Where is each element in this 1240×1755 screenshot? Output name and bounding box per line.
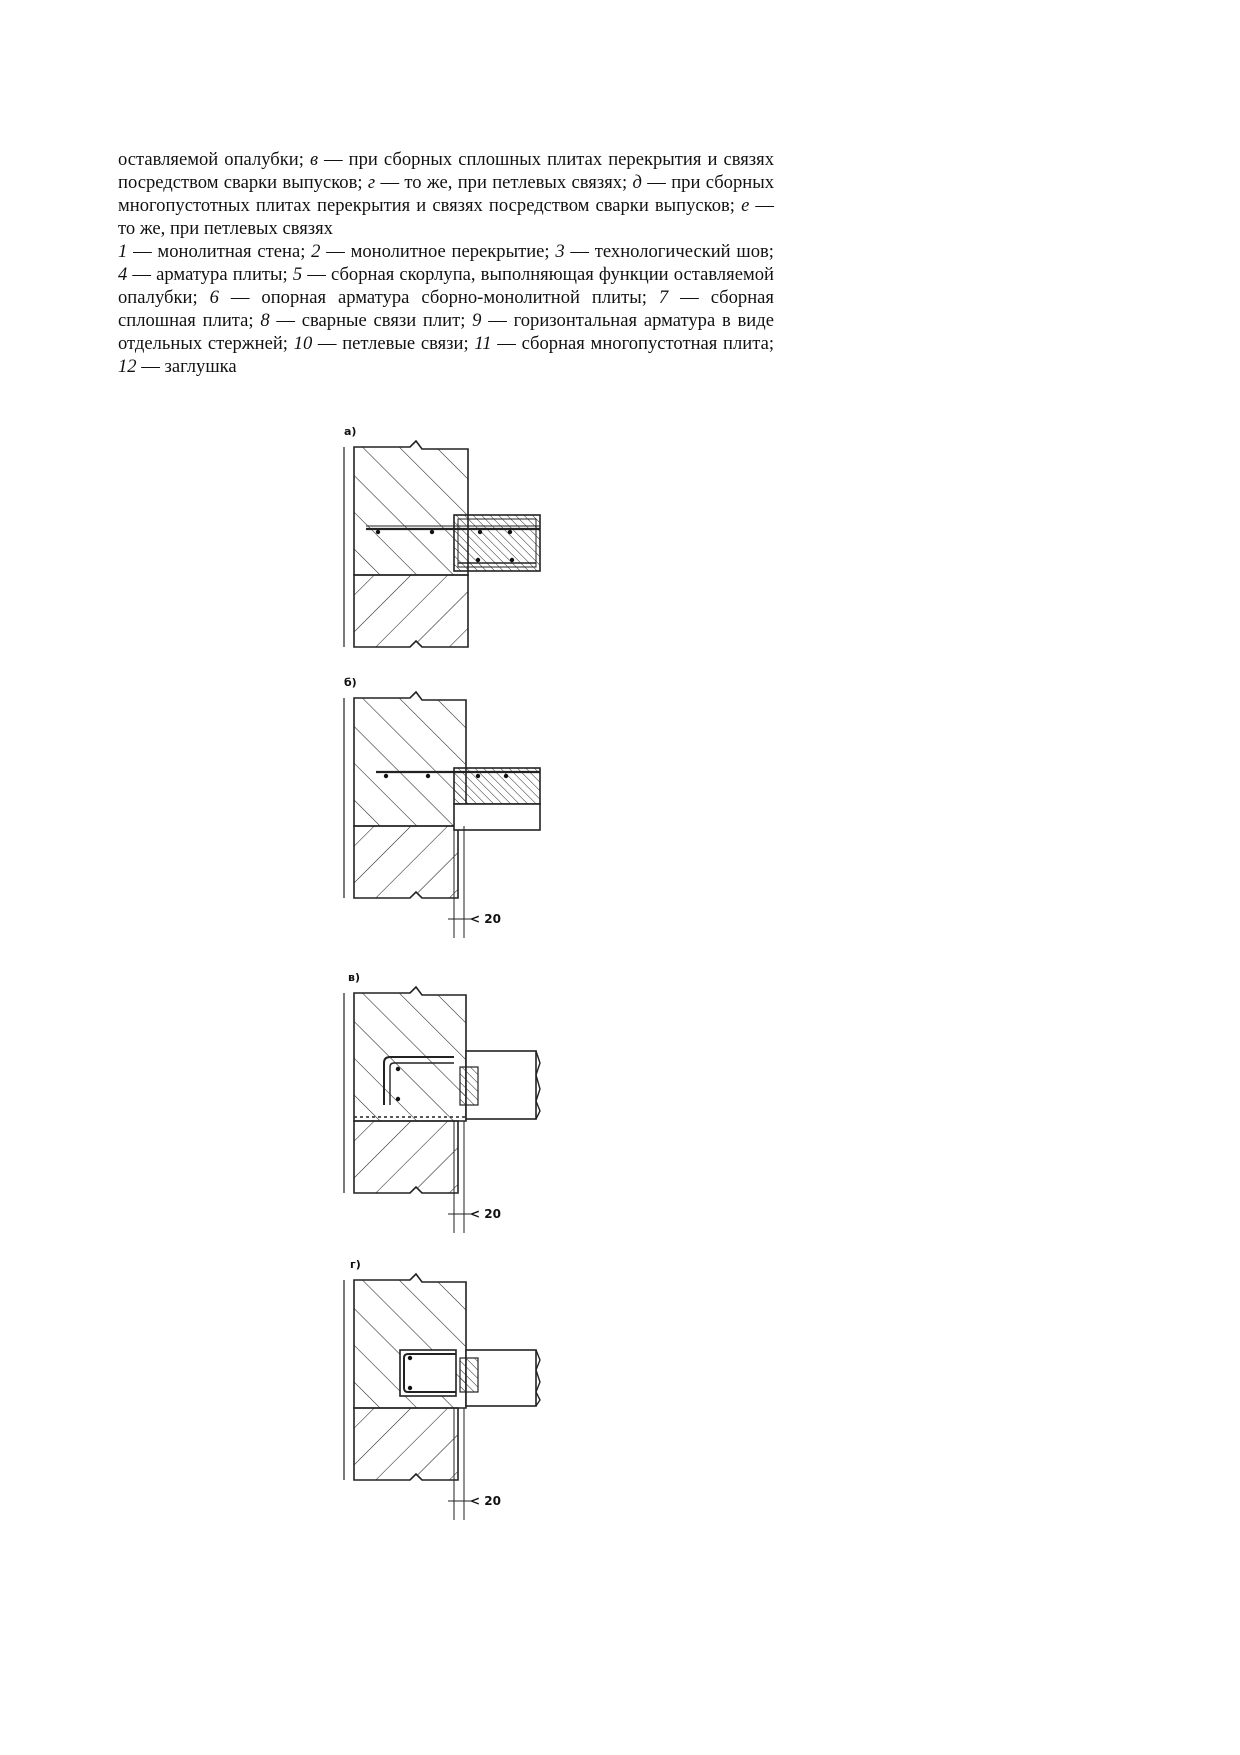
rebar-dot	[376, 530, 380, 534]
caption-legend	[118, 240, 774, 378]
legend-text: — сварные связи плит;	[269, 310, 473, 331]
monolithic-wall-upper	[354, 692, 466, 826]
legend-text: — сборная сплошная плита;	[118, 287, 774, 331]
legend-number: 10	[293, 333, 313, 354]
legend-text: — арматура плиты;	[127, 264, 293, 285]
rebar-dot	[510, 558, 514, 562]
plug-element	[460, 1067, 478, 1105]
rebar-dot	[396, 1097, 400, 1101]
caption-text: — при сборных сплошных плитах перекрытия и связях посредством сварки выпусков;	[118, 149, 774, 193]
legend-number: 11	[474, 333, 492, 354]
rebar-dot	[508, 530, 512, 534]
caption-paragraph-1	[118, 148, 774, 240]
figure-b-label: б)	[344, 676, 357, 689]
rebar-dot	[476, 774, 480, 778]
caption-variant-g: г	[367, 172, 376, 193]
monolithic-wall-lower	[354, 575, 468, 647]
legend-text: — монолитное перекрытие;	[320, 241, 556, 262]
rebar-dot	[476, 558, 480, 562]
legend-number: 7	[658, 287, 669, 308]
rebar-dot	[430, 530, 434, 534]
rebar-dot	[478, 530, 482, 534]
legend-number: 2	[311, 241, 321, 262]
legend-text: — монолитная стена;	[127, 241, 312, 262]
rebar-dot	[426, 774, 430, 778]
legend-number: 3	[555, 241, 565, 262]
solid-precast-slab	[454, 768, 540, 830]
dimension-label: < 20	[470, 1494, 501, 1508]
rebar-dot	[504, 774, 508, 778]
monolithic-wall-lower	[354, 826, 458, 898]
legend-text: — петлевые связи;	[312, 333, 475, 354]
figure-g-diagram	[340, 1258, 570, 1528]
caption-variant-d: д	[632, 172, 642, 193]
legend-number: 8	[260, 310, 270, 331]
legend-text: — технологический шов;	[564, 241, 774, 262]
legend-text: — заглушка	[136, 356, 237, 377]
caption-variant-v: в	[309, 149, 319, 170]
legend-text: — сборная скорлупа, выполняющая функции оставляемой опалубки;	[118, 264, 774, 308]
figure-v-diagram	[340, 971, 570, 1241]
rebar-dot	[396, 1067, 400, 1071]
legend-number: 4	[118, 264, 128, 285]
caption-text: — то же, при петлевых связях;	[375, 172, 633, 193]
caption-variant-e: е	[741, 195, 750, 216]
rebar-dot	[408, 1386, 412, 1390]
legend-number: 6	[209, 287, 219, 308]
caption-text: оставляемой опалубки;	[118, 149, 310, 170]
caption-text: — при сборных многопустотных плитах перекрытия и связях посредством сварки выпусков;	[118, 172, 774, 216]
monolithic-wall-upper	[354, 441, 468, 575]
monolithic-wall-lower	[354, 1408, 458, 1480]
figure-a-label: а)	[344, 425, 357, 438]
dimension-label: < 20	[470, 912, 501, 926]
rebar-dot	[408, 1356, 412, 1360]
figure-g-label: г)	[350, 1258, 361, 1271]
plug-element	[460, 1358, 478, 1392]
rebar-dot	[384, 774, 388, 778]
legend-number: 1	[118, 241, 128, 262]
legend-text: — горизонтальная арматура в виде отдельных стержней;	[118, 310, 774, 354]
caption-text: — то же, при петлевых связях	[118, 195, 774, 239]
figure-v-label: в)	[348, 971, 360, 984]
figure-a-diagram	[340, 425, 570, 655]
figure-b-diagram	[340, 676, 570, 946]
monolithic-wall-upper	[354, 987, 466, 1121]
monolithic-wall-lower	[354, 1121, 458, 1193]
dimension-label: < 20	[470, 1207, 501, 1221]
legend-text: — сборная многопустотная плита;	[491, 333, 774, 354]
legend-number: 9	[472, 310, 482, 331]
legend-number: 12	[118, 356, 137, 377]
figure-caption	[118, 148, 774, 378]
legend-number: 5	[292, 264, 303, 285]
legend-text: — опорная арматура сборно-монолитной плиты;	[218, 287, 659, 308]
